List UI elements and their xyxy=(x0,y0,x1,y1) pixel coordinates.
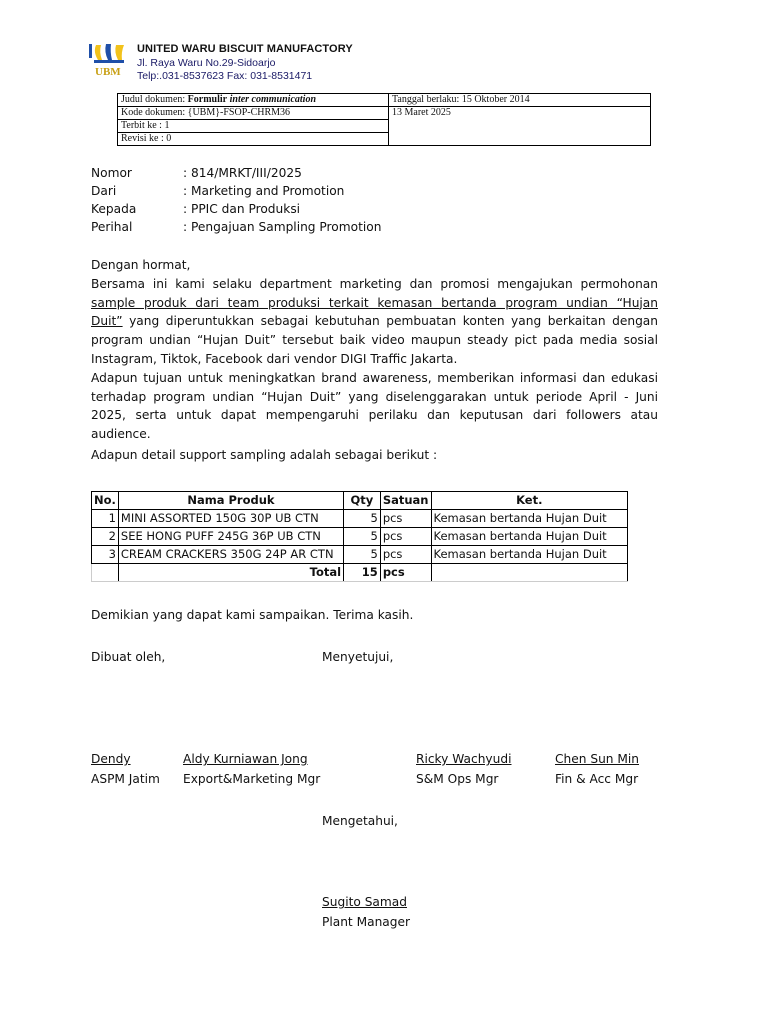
body-line: Adapun tujuan untuk meningkatkan brand awareness, memberikan informasi dan edukasi xyxy=(91,370,658,385)
field-label: Dari xyxy=(91,184,117,198)
logo-text: UBM xyxy=(95,66,121,78)
letter-body xyxy=(91,256,658,465)
field-dari xyxy=(91,182,511,200)
cell-name: CREAM CRACKERS 350G 24P AR CTN xyxy=(118,546,343,564)
signatory-name: Dendy xyxy=(91,752,131,766)
field-value: : 814/MRKT/III/2025 xyxy=(183,166,302,180)
field-kepada xyxy=(91,200,511,218)
cell-qty: 5 xyxy=(344,510,381,528)
signatory-name: Chen Sun Min xyxy=(555,752,640,766)
header-unit: Satuan xyxy=(380,492,431,510)
cell-no: 1 xyxy=(92,510,119,528)
field-value: : PPIC dan Produksi xyxy=(183,202,301,216)
table-header-row xyxy=(92,492,628,510)
body-line: terhadap program undian “Hujan Duit” yang diselenggarakan untuk periode April - Juni xyxy=(91,389,658,404)
document-control-table xyxy=(117,93,651,146)
doc-code: Kode dokumen: {UBM}-FSOP-CHRM36 xyxy=(118,107,389,120)
field-label: Kepada xyxy=(91,202,137,216)
doc-revision: Revisi ke : 0 xyxy=(118,133,389,146)
signatory-title: S&M Ops Mgr xyxy=(416,772,499,786)
table-row xyxy=(92,510,628,528)
body-line xyxy=(91,312,658,331)
body-line: sample produk dari team produksi terkait kemasan bertanda program undian “Hujan xyxy=(91,295,658,310)
field-value: : Marketing and Promotion xyxy=(183,184,345,198)
doc-title-cell xyxy=(118,94,389,107)
body-line: audience. xyxy=(91,427,151,442)
company-name: UNITED WARU BISCUIT MANUFACTORY xyxy=(137,43,353,55)
body-line: 2025, serta untuk dapat mempengaruhi perilaku dan keputusan dari followers atau xyxy=(91,408,658,423)
body-line: program undian “Hujan Duit” tersebut baik video maupun steady pict pada media sosial xyxy=(91,333,658,348)
cell-unit: pcs xyxy=(380,528,431,546)
doc-valid-date: Tanggal berlaku: 15 Oktober 2014 xyxy=(389,94,651,107)
header-no: No. xyxy=(92,492,119,510)
field-value: : Pengajuan Sampling Promotion xyxy=(183,220,382,234)
signatory-title: Fin & Acc Mgr xyxy=(555,772,639,786)
cell-unit: pcs xyxy=(380,546,431,564)
plant-manager-title: Plant Manager xyxy=(322,915,411,929)
plant-manager-name: Sugito Samad xyxy=(322,895,407,909)
signatory-name: Ricky Wachyudi xyxy=(416,752,512,766)
cell-no: 2 xyxy=(92,528,119,546)
header-name: Nama Produk xyxy=(118,492,343,510)
signatory-name: Aldy Kurniawan Jong xyxy=(183,752,308,766)
company-address: Jl. Raya Waru No.29-Sidoarjo xyxy=(137,57,276,69)
closing-text: Demikian yang dapat kami sampaikan. Terima kasih. xyxy=(91,608,414,622)
signatory-title: ASPM Jatim xyxy=(91,772,160,786)
field-label: Perihal xyxy=(91,220,133,234)
body-line: Instagram, Tiktok, Facebook dari vendor DIGI Traffic Jakarta. xyxy=(91,351,458,366)
approved-label: Menyetujui, xyxy=(322,650,394,664)
total-label: Total xyxy=(118,564,343,582)
cell-qty: 5 xyxy=(344,546,381,564)
doc-title-bold: Formulir xyxy=(187,94,228,105)
body-line: Bersama ini kami selaku department marketing dan promosi mengajukan permohonan xyxy=(91,276,658,291)
header-qty: Qty xyxy=(344,492,381,510)
field-perihal xyxy=(91,218,511,236)
header-ket: Ket. xyxy=(431,492,628,510)
cell-name: MINI ASSORTED 150G 30P UB CTN xyxy=(118,510,343,528)
cell-unit: pcs xyxy=(380,510,431,528)
cell-no: 3 xyxy=(92,546,119,564)
cell-ket: Kemasan bertanda Hujan Duit xyxy=(431,510,628,528)
table-total-row xyxy=(92,564,628,582)
table-row xyxy=(92,546,628,564)
made-by-label: Dibuat oleh, xyxy=(91,650,166,664)
body-text: yang diperuntukkan sebagai kebutuhan pembuatan konten yang berkaitan dengan xyxy=(122,314,658,329)
total-unit: pcs xyxy=(380,564,431,582)
cell-ket: Kemasan bertanda Hujan Duit xyxy=(431,546,628,564)
doc-title-italic: inter communication xyxy=(229,94,317,105)
doc-date: 13 Maret 2025 xyxy=(389,107,651,146)
cell-empty xyxy=(431,564,628,582)
cell-empty xyxy=(92,564,119,582)
doc-edition: Terbit ke : 1 xyxy=(118,120,389,133)
doc-title-label: Judul dokumen: xyxy=(121,94,186,105)
cell-ket: Kemasan bertanda Hujan Duit xyxy=(431,528,628,546)
body-line: Adapun detail support sampling adalah sebagai berikut : xyxy=(91,447,438,462)
company-logo xyxy=(88,42,128,84)
cell-qty: 5 xyxy=(344,528,381,546)
known-label: Mengetahui, xyxy=(322,814,398,828)
field-nomor xyxy=(91,164,511,182)
signatory-title: Export&Marketing Mgr xyxy=(183,772,321,786)
greeting: Dengan hormat, xyxy=(91,258,191,272)
sampling-table xyxy=(91,491,628,582)
table-row xyxy=(92,528,628,546)
cell-name: SEE HONG PUFF 245G 36P UB CTN xyxy=(118,528,343,546)
field-label: Nomor xyxy=(91,166,132,180)
company-phone: Telp:.031-8537623 Fax: 031-8531471 xyxy=(137,70,313,82)
body-underline: Duit” xyxy=(91,314,123,329)
total-qty: 15 xyxy=(344,564,381,582)
